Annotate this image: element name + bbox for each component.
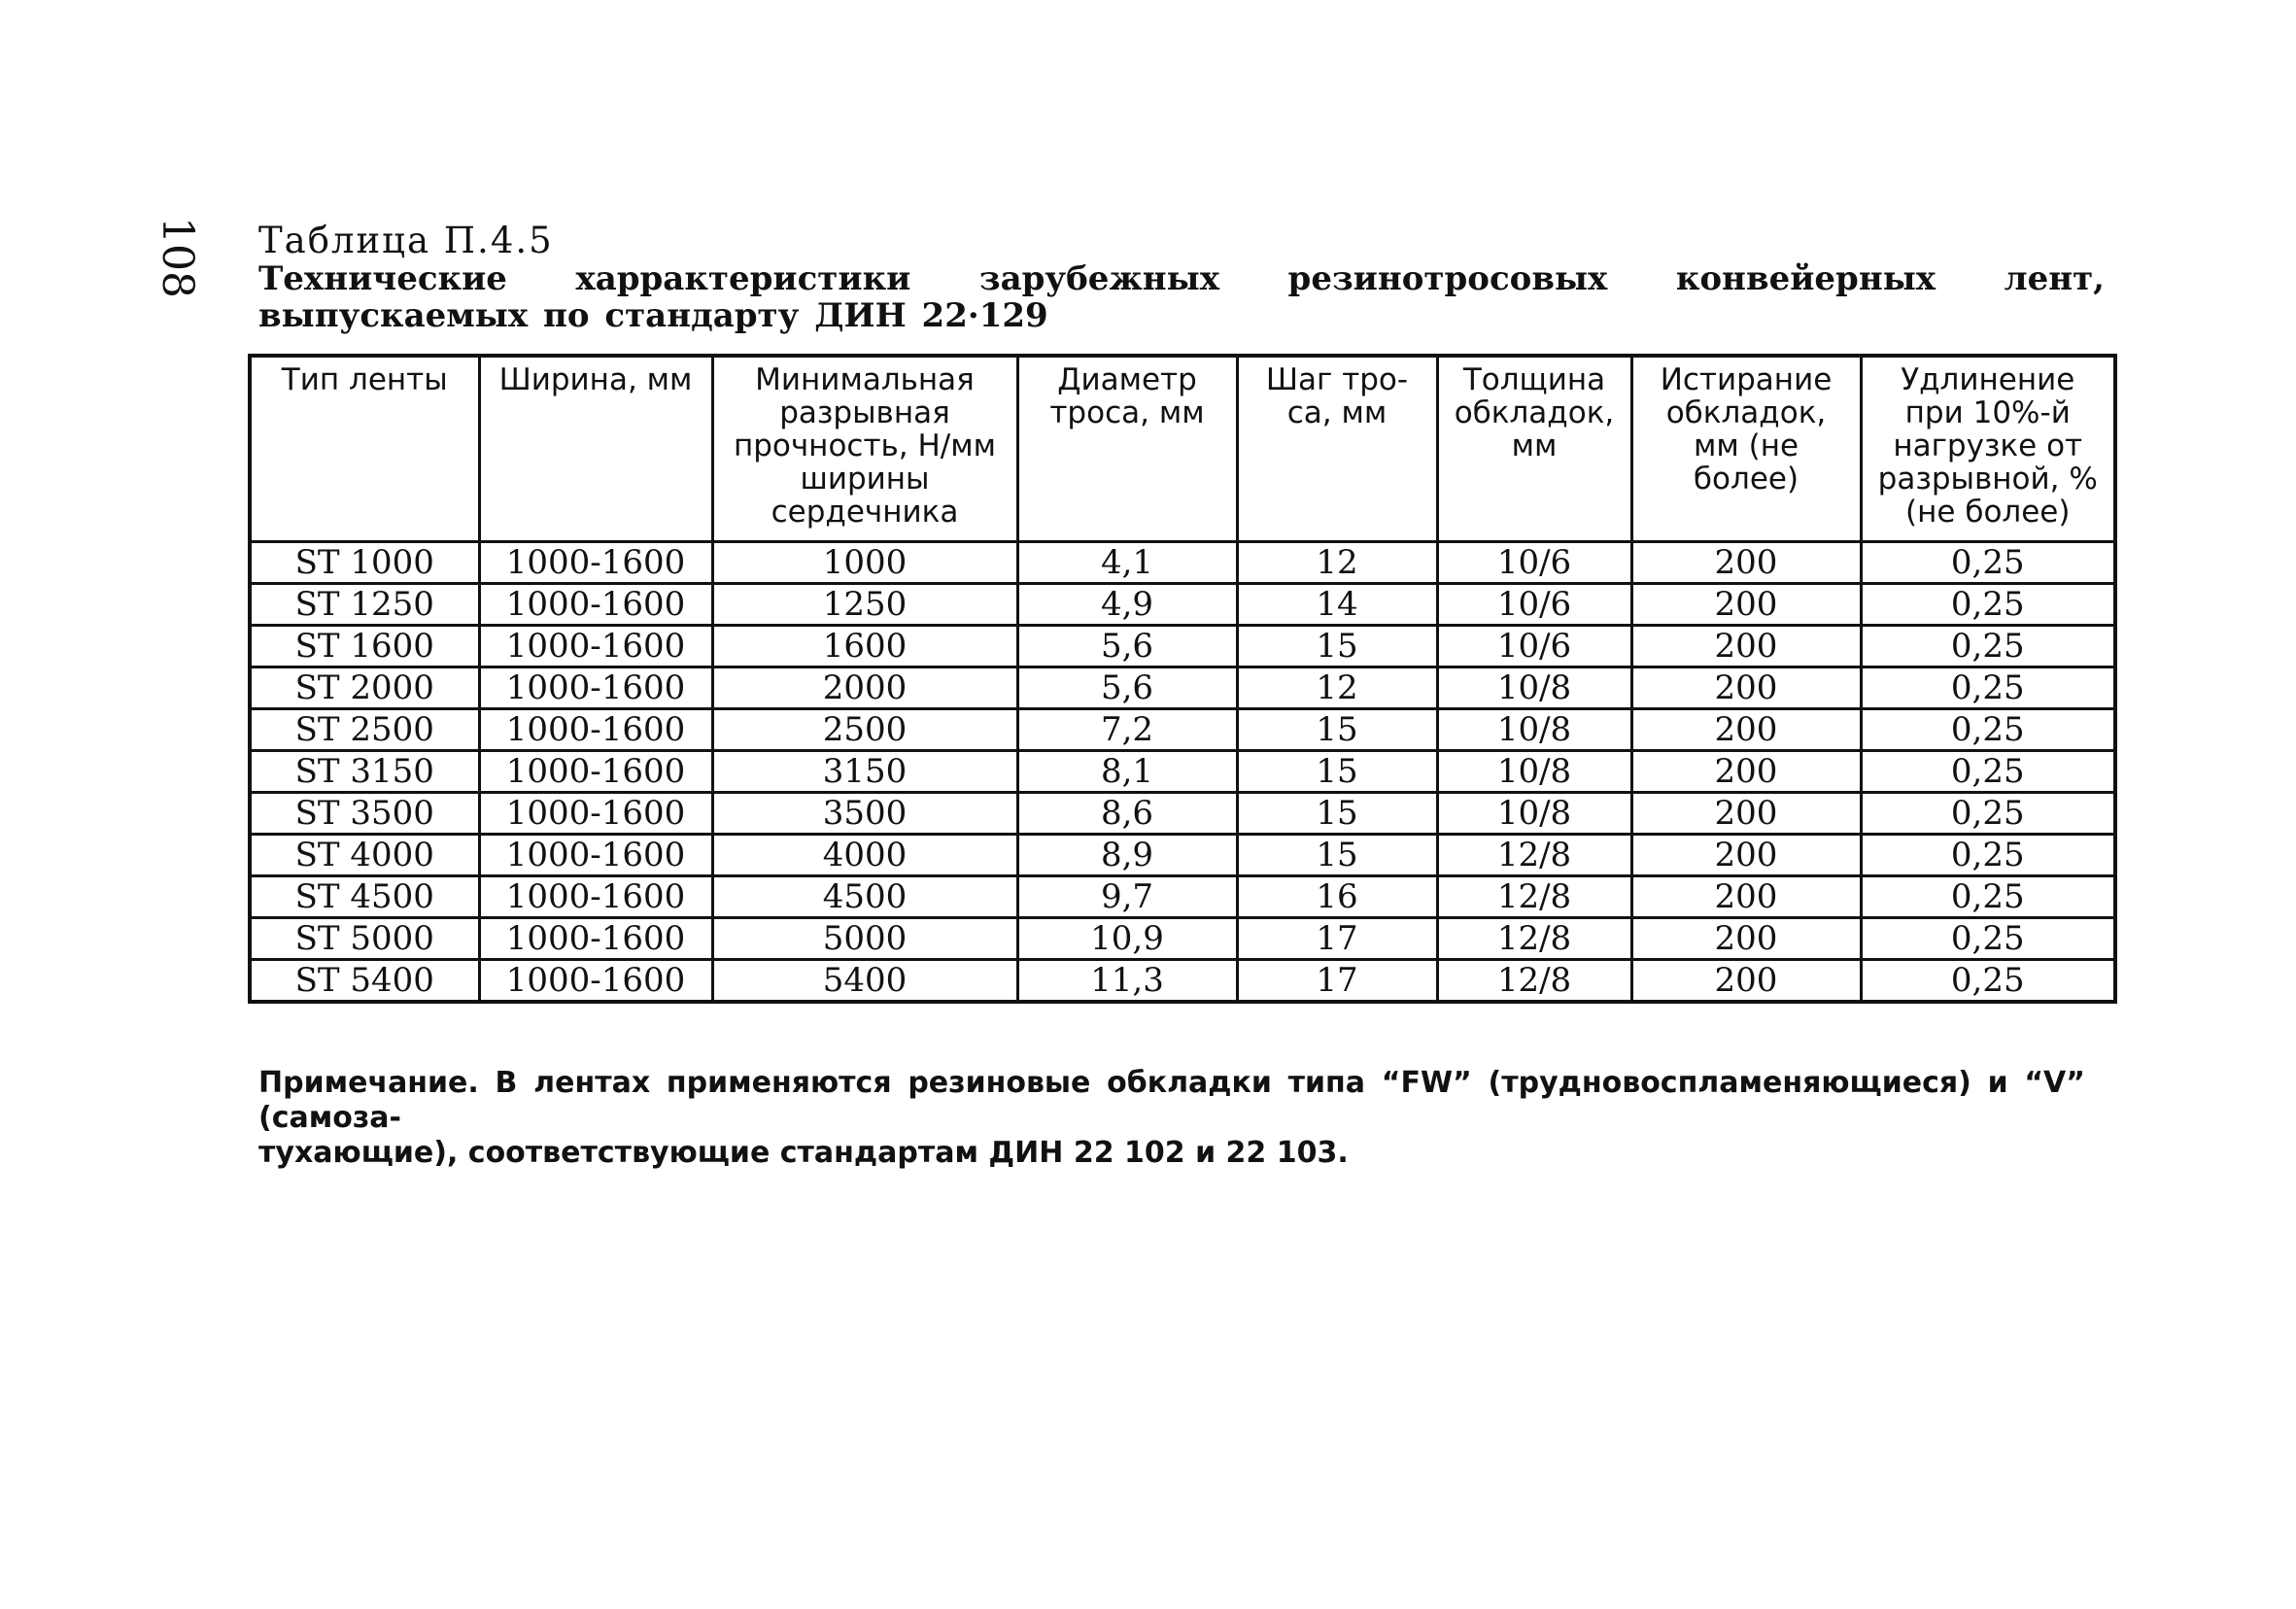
table-cell: 10/6 — [1437, 626, 1631, 668]
table-row — [250, 626, 2115, 668]
table-cell: 12/8 — [1437, 960, 1631, 1003]
table-cell: 11,3 — [1017, 960, 1237, 1003]
header-cell: Минимальная разрывная прочность, Н/мм ширины сердечника — [712, 356, 1017, 542]
table-row — [250, 876, 2115, 918]
table-cell: 1000-1600 — [479, 542, 712, 584]
table-caption: Таблица П.4.5 — [258, 220, 554, 261]
table-cell: 4,9 — [1017, 584, 1237, 626]
table-cell: 1000-1600 — [479, 835, 712, 876]
table-row — [250, 542, 2115, 584]
table-cell: 10,9 — [1017, 918, 1237, 960]
table-cell: 200 — [1631, 584, 1861, 626]
table-cell: 200 — [1631, 542, 1861, 584]
table-cell: 0,25 — [1861, 584, 2115, 626]
table-cell: 9,7 — [1017, 876, 1237, 918]
table-cell: 200 — [1631, 835, 1861, 876]
table-row — [250, 918, 2115, 960]
table-cell: 2500 — [712, 709, 1017, 751]
note-line: Примечание. В лентах применяются резиновые обкладки типа “FW” (трудновоспламеняющиеся) и “V” (самоза- — [258, 1066, 2085, 1135]
table-cell: ST 2000 — [250, 668, 479, 709]
table-row — [250, 960, 2115, 1003]
table-cell: ST 3150 — [250, 751, 479, 793]
header-cell: Истирание обкладок, мм (не более) — [1631, 356, 1861, 542]
page-number: 108 — [153, 217, 202, 298]
table-row — [250, 584, 2115, 626]
table-cell: 12/8 — [1437, 835, 1631, 876]
table-cell: 4,1 — [1017, 542, 1237, 584]
table-body — [250, 542, 2115, 1003]
table-cell: 200 — [1631, 626, 1861, 668]
header-row — [250, 356, 2115, 542]
table-cell: 1000-1600 — [479, 876, 712, 918]
table-cell: 17 — [1237, 960, 1437, 1003]
table-cell: 1000-1600 — [479, 751, 712, 793]
table-cell: 14 — [1237, 584, 1437, 626]
table-cell: 15 — [1237, 626, 1437, 668]
table-cell: 15 — [1237, 709, 1437, 751]
table-cell: ST 5400 — [250, 960, 479, 1003]
table-cell: 200 — [1631, 709, 1861, 751]
table-cell: 8,1 — [1017, 751, 1237, 793]
table-cell: ST 1250 — [250, 584, 479, 626]
table-row — [250, 793, 2115, 835]
table-cell: 3150 — [712, 751, 1017, 793]
table-cell: 12/8 — [1437, 918, 1631, 960]
table-cell: 10/8 — [1437, 793, 1631, 835]
table-cell: 0,25 — [1861, 835, 2115, 876]
table-cell: 0,25 — [1861, 960, 2115, 1003]
table-cell: 7,2 — [1017, 709, 1237, 751]
table-cell: 200 — [1631, 793, 1861, 835]
header-cell: Шаг тро-са, мм — [1237, 356, 1437, 542]
table-cell: 200 — [1631, 918, 1861, 960]
table-title: Технические харрактеристики зарубежных резинотросовых конвейерных лент, выпускаемых по стандарту ДИН 22·129 — [258, 259, 2105, 335]
table-cell: 1000-1600 — [479, 793, 712, 835]
table-cell: 0,25 — [1861, 751, 2115, 793]
table-cell: 16 — [1237, 876, 1437, 918]
table-cell: 4500 — [712, 876, 1017, 918]
table-cell: 10/6 — [1437, 584, 1631, 626]
table-cell: 10/8 — [1437, 668, 1631, 709]
table-cell: 0,25 — [1861, 918, 2115, 960]
table-cell: ST 4000 — [250, 835, 479, 876]
table-row — [250, 709, 2115, 751]
table-cell: 0,25 — [1861, 626, 2115, 668]
header-cell: Диаметр троса, мм — [1017, 356, 1237, 542]
table-cell: 8,9 — [1017, 835, 1237, 876]
table-cell: 200 — [1631, 668, 1861, 709]
table-cell: 1000-1600 — [479, 584, 712, 626]
table-cell: 0,25 — [1861, 542, 2115, 584]
table-cell: 200 — [1631, 751, 1861, 793]
table-cell: 1000-1600 — [479, 709, 712, 751]
table-cell: 3500 — [712, 793, 1017, 835]
table-cell: 10/6 — [1437, 542, 1631, 584]
table-cell: ST 5000 — [250, 918, 479, 960]
header-cell: Толщина обкладок, мм — [1437, 356, 1631, 542]
table-cell: 10/8 — [1437, 751, 1631, 793]
specs-table — [248, 354, 2117, 1004]
table-cell: 0,25 — [1861, 668, 2115, 709]
header-cell: Удлинение при 10%-й нагрузке от разрывной, % (не более) — [1861, 356, 2115, 542]
table-cell: ST 1600 — [250, 626, 479, 668]
table-cell: 1000-1600 — [479, 626, 712, 668]
table-cell: 2000 — [712, 668, 1017, 709]
table-cell: 5400 — [712, 960, 1017, 1003]
table-cell: 0,25 — [1861, 793, 2115, 835]
table-cell: 1000-1600 — [479, 960, 712, 1003]
table-cell: 17 — [1237, 918, 1437, 960]
table-cell: 5,6 — [1017, 626, 1237, 668]
table-cell: 200 — [1631, 960, 1861, 1003]
table-row — [250, 751, 2115, 793]
table-cell: 1600 — [712, 626, 1017, 668]
table-cell: 5,6 — [1017, 668, 1237, 709]
table-cell: 1000 — [712, 542, 1017, 584]
table-cell: 15 — [1237, 751, 1437, 793]
table-cell: 1000-1600 — [479, 668, 712, 709]
table-cell: 1000-1600 — [479, 918, 712, 960]
table-cell: 0,25 — [1861, 876, 2115, 918]
note-line: тухающие), соответствующие стандартам ДИН 22 102 и 22 103. — [258, 1136, 1349, 1170]
table-cell: 1250 — [712, 584, 1017, 626]
table-cell: ST 1000 — [250, 542, 479, 584]
table-cell: ST 2500 — [250, 709, 479, 751]
table-cell: 8,6 — [1017, 793, 1237, 835]
table-cell: 0,25 — [1861, 709, 2115, 751]
table-row — [250, 668, 2115, 709]
table-cell: 15 — [1237, 835, 1437, 876]
table-row — [250, 835, 2115, 876]
table-cell: ST 4500 — [250, 876, 479, 918]
table-cell: 12/8 — [1437, 876, 1631, 918]
table-cell: ST 3500 — [250, 793, 479, 835]
table-cell: 15 — [1237, 793, 1437, 835]
header-cell: Тип ленты — [250, 356, 479, 542]
table-cell: 12 — [1237, 542, 1437, 584]
table-cell: 10/8 — [1437, 709, 1631, 751]
header-cell: Ширина, мм — [479, 356, 712, 542]
table-cell: 200 — [1631, 876, 1861, 918]
table-header — [250, 356, 2115, 542]
table-cell: 5000 — [712, 918, 1017, 960]
table-cell: 12 — [1237, 668, 1437, 709]
table-cell: 4000 — [712, 835, 1017, 876]
table-note — [258, 1066, 2085, 1171]
